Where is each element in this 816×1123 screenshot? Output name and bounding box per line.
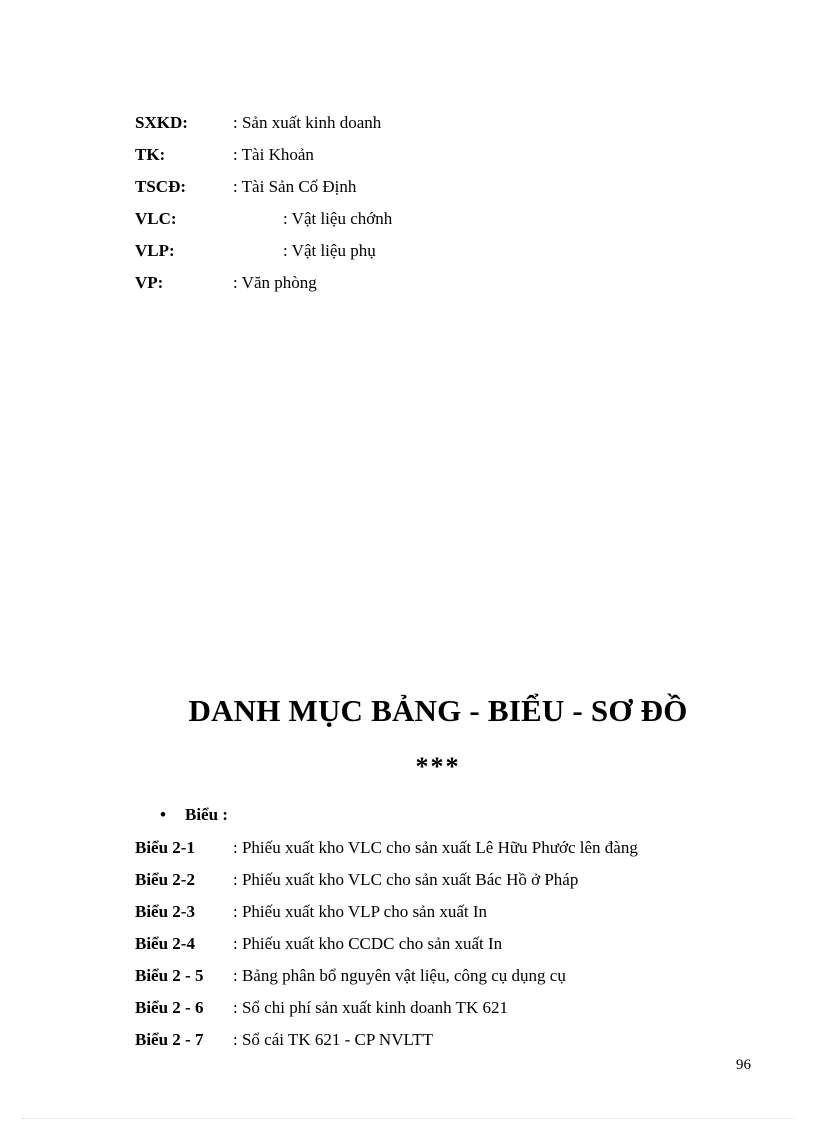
- footer-divider: [22, 1118, 794, 1119]
- bieu-code: Biểu 2 - 5: [135, 966, 204, 985]
- abbreviation-term: TSCĐ:: [135, 177, 187, 196]
- abbreviation-term: SXKD:: [135, 113, 188, 132]
- bieu-subheading-label: Biểu :: [185, 805, 228, 824]
- bieu-code: Biểu 2-2: [135, 870, 195, 889]
- bieu-description: : Bảng phân bổ nguyên vật liệu, công cụ dụng cụ: [233, 966, 566, 985]
- bieu-code: Biểu 2 - 6: [135, 998, 204, 1017]
- abbreviation-definition: : Tài Khoản: [233, 145, 314, 164]
- bieu-description: : Sổ cái TK 621 - CP NVLTT: [233, 1030, 434, 1049]
- page-number: 96: [736, 1057, 751, 1073]
- abbreviation-definition: : Vật liệu phụ: [283, 241, 376, 260]
- bullet-icon: •: [160, 805, 166, 824]
- bieu-description: : Phiếu xuất kho CCDC cho sản xuất In: [233, 934, 503, 953]
- bieu-description: : Phiếu xuất kho VLC cho sản xuất Bác Hồ ở Pháp: [233, 870, 579, 889]
- abbreviation-definition: : Văn phòng: [233, 273, 317, 292]
- abbreviation-definition: : Tài Sản Cố Định: [233, 177, 357, 196]
- bieu-description: : Sổ chi phí sản xuất kinh doanh TK 621: [233, 998, 508, 1017]
- bieu-code: Biểu 2-1: [135, 838, 195, 857]
- abbreviation-term: TK:: [135, 145, 166, 164]
- abbreviation-term: VLP:: [135, 241, 175, 260]
- bieu-code: Biểu 2-4: [135, 934, 195, 953]
- section-divider-stars: ***: [415, 752, 461, 781]
- bieu-code: Biểu 2-3: [135, 902, 195, 921]
- abbreviation-definition: : Sản xuất kinh doanh: [233, 113, 382, 132]
- bieu-code: Biểu 2 - 7: [135, 1030, 204, 1049]
- bieu-description: : Phiếu xuất kho VLP cho sản xuất In: [233, 902, 488, 921]
- abbreviation-definition: : Vật liệu chớnh: [283, 209, 393, 228]
- abbreviation-term: VP:: [135, 273, 164, 292]
- bieu-description: : Phiếu xuất kho VLC cho sản xuất Lê Hữu Phước lên đàng: [233, 838, 638, 857]
- abbreviation-term: VLC:: [135, 209, 177, 228]
- section-title: DANH MỤC BẢNG - BIỂU - SƠ ĐỒ: [188, 693, 688, 728]
